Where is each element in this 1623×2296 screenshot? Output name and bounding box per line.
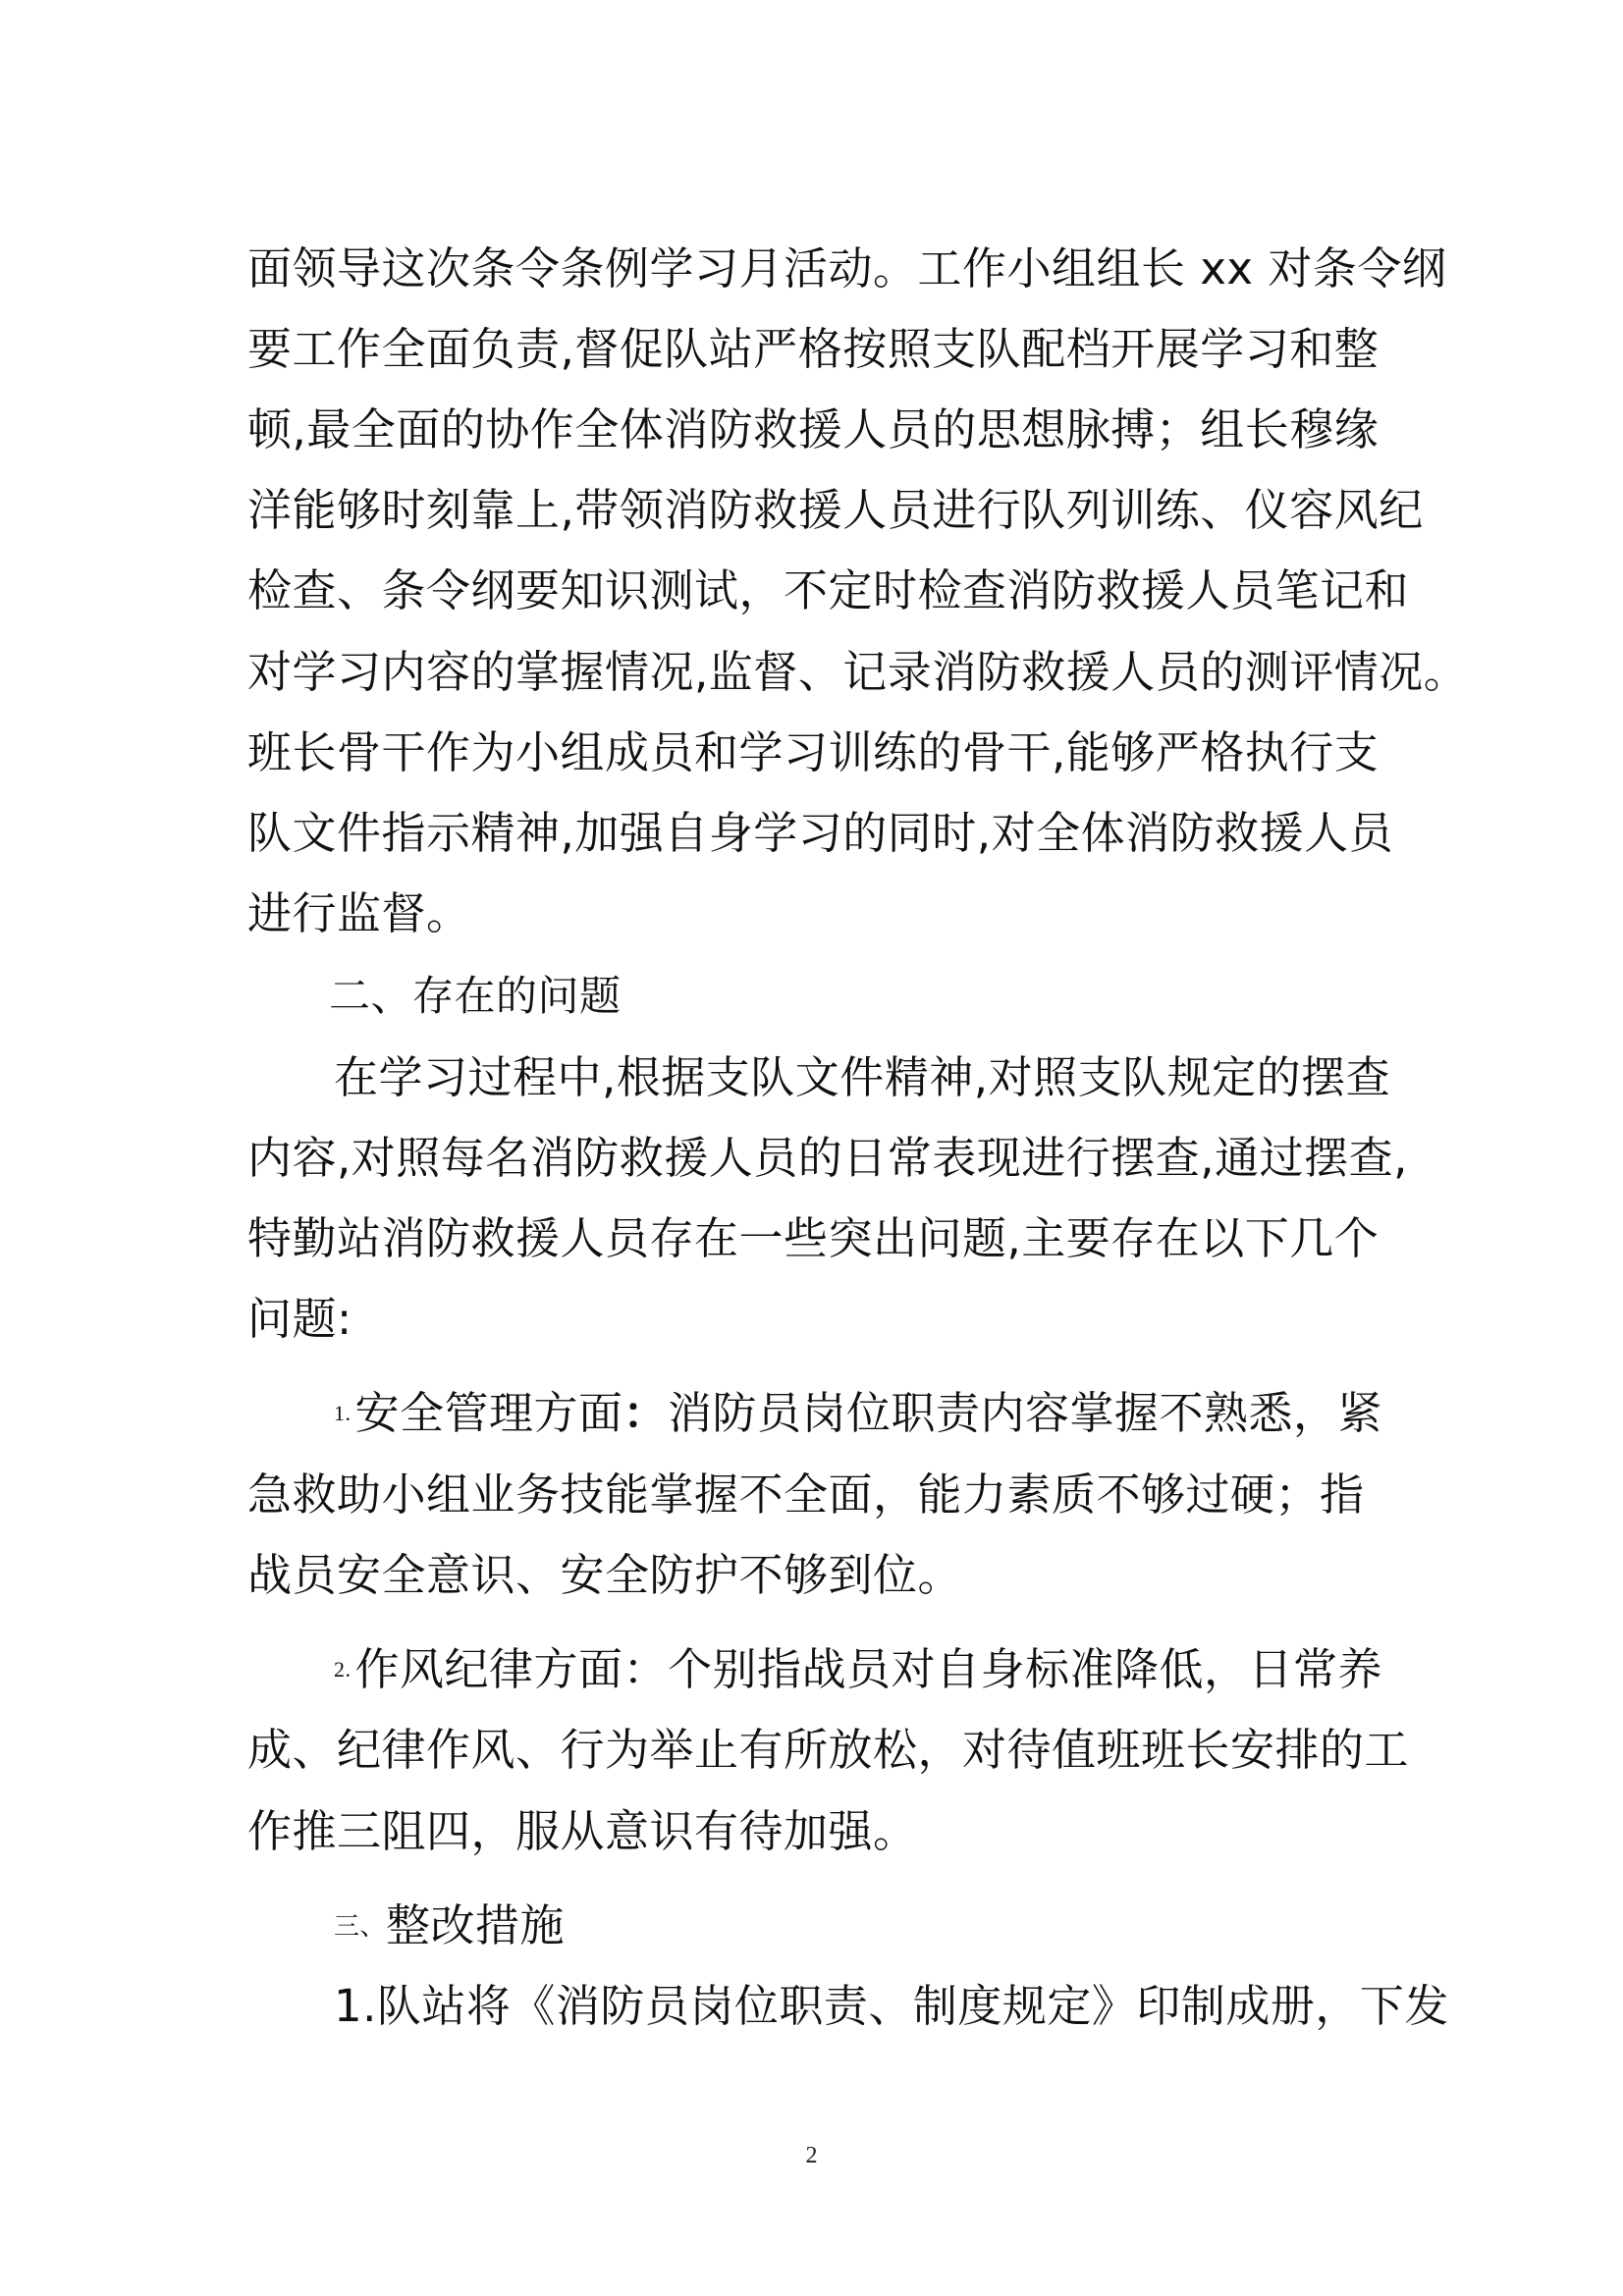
text-line: 内容,对照每名消防救援人员的日常表现进行摆查,通过摆查, <box>247 1132 1408 1184</box>
text-line: 要工作全面负责,督促队站严格按照支队配档开展学习和整 <box>247 323 1380 375</box>
list-number: 2. <box>334 1657 352 1682</box>
section-heading-rectification <box>334 1896 565 1955</box>
text-line: 在学习过程中,根据支队文件精神,对照支队规定的摆查 <box>334 1051 1391 1103</box>
list-item-safety <box>334 1384 1382 1443</box>
text-line: 特勤站消防救援人员存在一些突出问题,主要存在以下几个 <box>247 1212 1380 1264</box>
section-heading-problems: 二、存在的问题 <box>329 972 622 1020</box>
text-line: 作推三阻四，服从意识有待加强。 <box>247 1805 918 1857</box>
text-line: 对学习内容的掌握情况,监督、记录消防救援人员的测评情况。 <box>247 646 1469 698</box>
page-number: 2 <box>805 2143 818 2168</box>
text-line: 进行监督。 <box>247 887 471 939</box>
text-line: 队文件指示精神,加强自身学习的同时,对全体消防救援人员 <box>247 807 1394 859</box>
list-item-text: 消防员岗位职责内容掌握不熟悉，紧 <box>668 1387 1383 1439</box>
text-line: 战员安全意识、安全防护不够到位。 <box>247 1549 963 1601</box>
text-line: 洋能够时刻靠上,带领消防救援人员进行队列训练、仪容风纪 <box>247 484 1424 536</box>
list-item-discipline <box>334 1640 1382 1699</box>
list-item-text: 作风纪律方面：个别指战员对自身标准降低，日常养 <box>354 1643 1383 1695</box>
list-number: 1. <box>334 1401 352 1425</box>
section-number: 三、 <box>334 1912 387 1942</box>
text-line: 检查、条令纲要知识测试，不定时检查消防救援人员笔记和 <box>247 564 1410 616</box>
text-line: 成、纪律作风、行为举止有所放松，对待值班班长安排的工 <box>247 1724 1410 1776</box>
section-title: 整改措施 <box>386 1899 566 1951</box>
text-line: 急救助小组业务技能掌握不全面，能力素质不够过硬；指 <box>247 1468 1365 1521</box>
text-line: 问题: <box>247 1293 352 1345</box>
list-item-label: 安全管理方面 <box>354 1387 623 1439</box>
text-line: 顿,最全面的协作全体消防救援人员的思想脉搏；组长穆缘 <box>247 403 1380 455</box>
text-line: 面领导这次条令条例学习月活动。工作小组组长 xx 对条令纲 <box>247 242 1447 294</box>
text-line: 班长骨干作为小组成员和学习训练的骨干,能够严格执行支 <box>247 726 1380 778</box>
list-item-colon: ： <box>622 1387 669 1439</box>
text-line: 1.队站将《消防员岗位职责、制度规定》印制成册，下发 <box>334 1980 1449 2032</box>
